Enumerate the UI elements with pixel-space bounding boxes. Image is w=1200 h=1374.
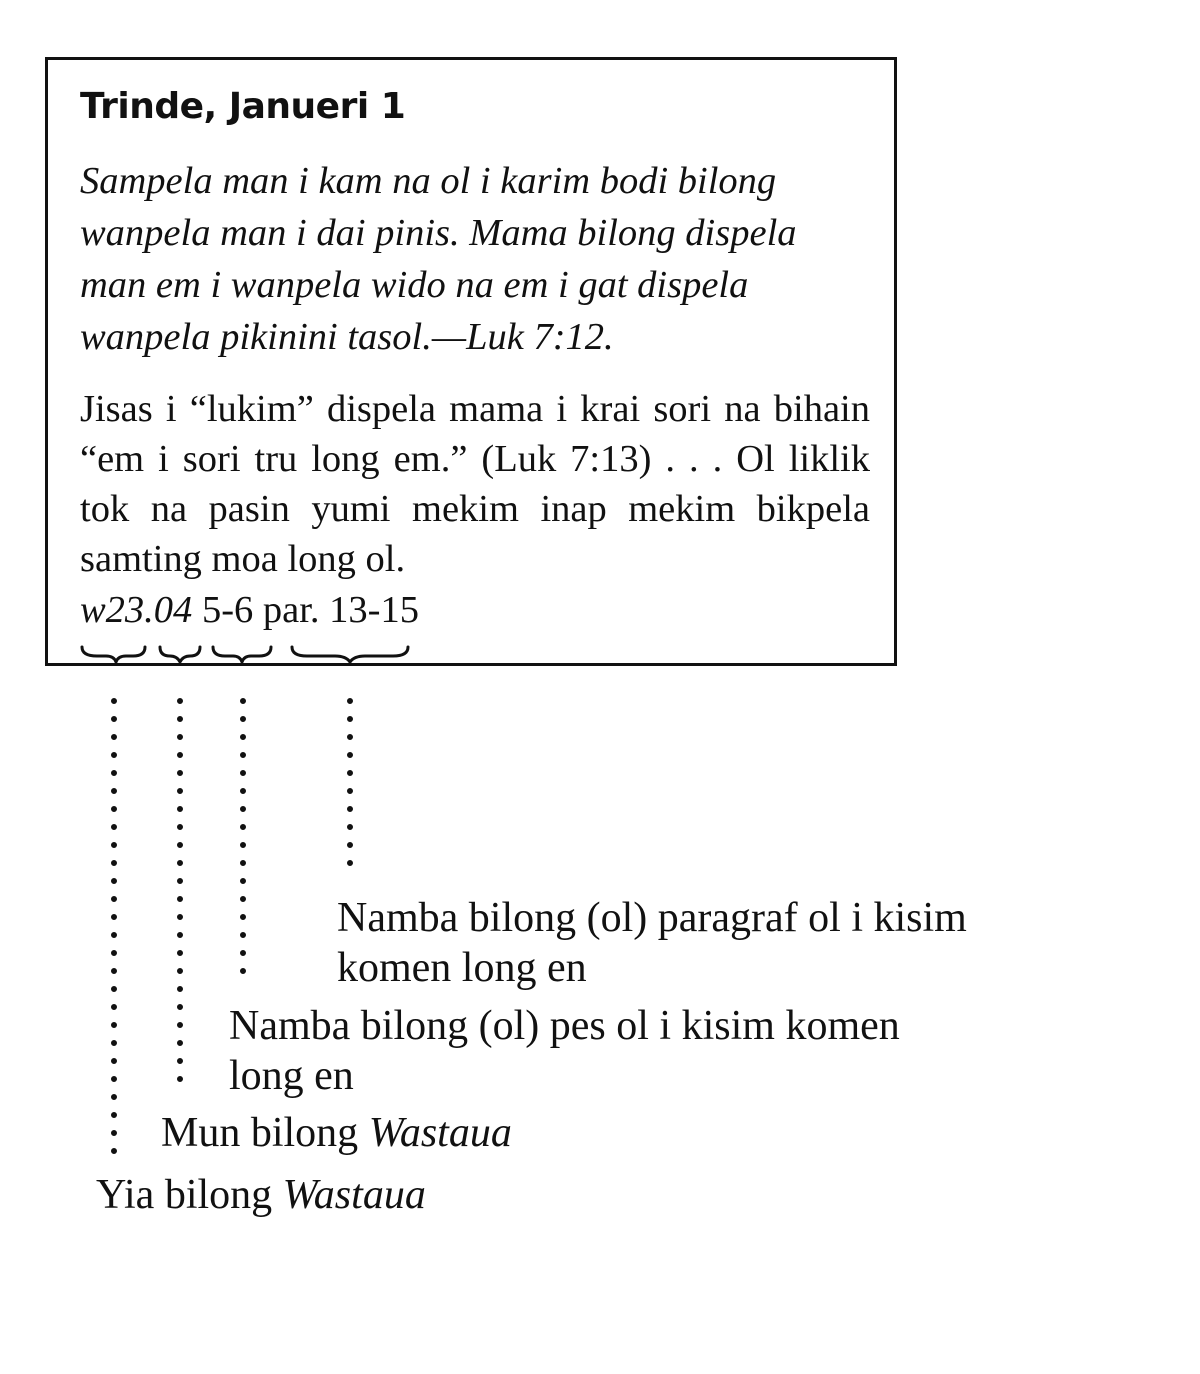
- label-watchtower-year: [96, 1170, 426, 1220]
- label-month-prefix: Mun bilong: [161, 1110, 359, 1156]
- reference-pages: 5-6: [201, 589, 254, 631]
- label-year-name: Wastaua: [282, 1172, 426, 1218]
- label-page-numbers: Namba bilong (ol) pes ol i kisim komen long en: [229, 1003, 900, 1099]
- label-paragraph-numbers: Namba bilong (ol) paragraf ol i kisim komen long en: [337, 895, 967, 991]
- brace-year: [82, 647, 145, 662]
- reference-paragraphs: par. 13-15: [262, 589, 419, 631]
- brace-month: [160, 647, 200, 662]
- brace-pages: [213, 647, 271, 662]
- reference-issue: w23.04: [80, 589, 193, 631]
- scripture-verse: Sampela man i kam na ol i karim bodi bilong wanpela man i dai pinis. Mama bilong dispela man em i wanpela wido na em i gat dispela wanpela pikinini tasol.—Luk 7:12.: [80, 160, 797, 358]
- comment-text: Jisas i “lukim” dispela mama i krai sori na bihain “em i sori tru long em.” (Luk 7:13) . . . Ol liklik tok na pasin yumi mekim inap mekim bikpela samting moa long ol.: [80, 388, 870, 580]
- label-month-name: Wastaua: [368, 1110, 512, 1156]
- label-year-prefix: Yia bilong: [96, 1172, 273, 1218]
- date-heading: Trinde, Janueri 1: [80, 86, 406, 127]
- label-watchtower-month: [161, 1108, 512, 1158]
- brace-paragraphs: [292, 647, 408, 662]
